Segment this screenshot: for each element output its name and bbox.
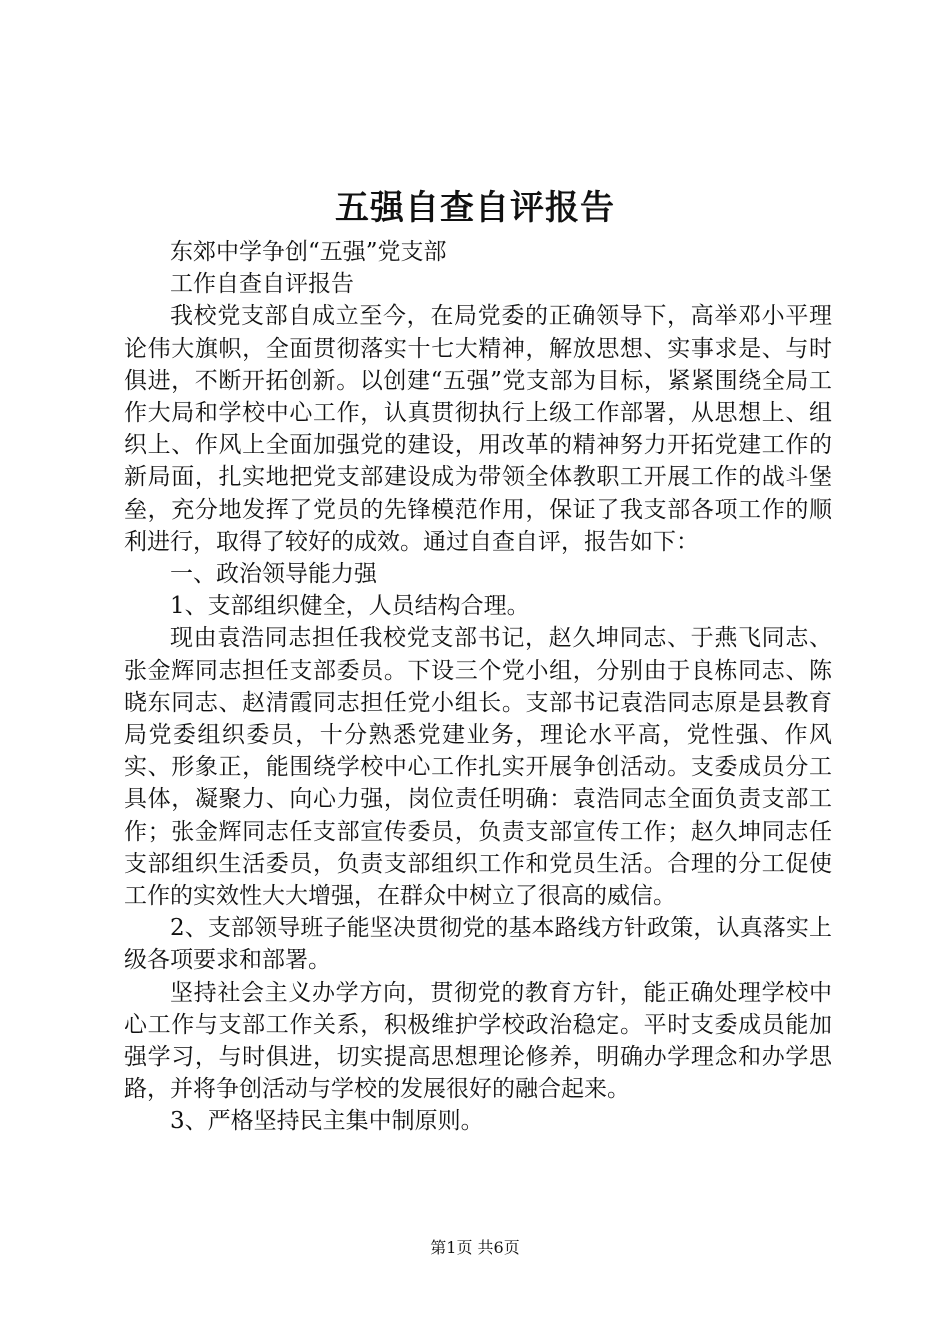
subsection-heading-3: 3、严格坚持民主集中制原则。 bbox=[170, 1108, 484, 1135]
document-body bbox=[124, 236, 832, 1138]
subtitle-line-1: 东郊中学争创“五强”党支部 bbox=[170, 239, 447, 265]
subsection-heading-2: 2、支部领导班子能坚决贯彻党的基本路线方针政策，认真落实上级各项要求和部署。 bbox=[124, 915, 832, 974]
subsection-heading-1: 1、支部组织健全，人员结构合理。 bbox=[170, 593, 530, 620]
document-title: 五强自查自评报告 bbox=[335, 188, 615, 228]
subtitle-line-2: 工作自查自评报告 bbox=[170, 271, 354, 298]
intro-paragraph: 我校党支部自成立至今，在局党委的正确领导下，高举邓小平理论伟大旗帜，全面贯彻落实十七大精神，解放思想、实事求是、与时俱进，不断开拓创新。以创建“五强”党支部为目标，紧紧围绕全局工作大局和学校中心工作，认真贯彻执行上级工作部署，从思想上、组织上、作风上全面加强党的建设，用改革的精神努力开拓党建工作的新局面，扎实地把党支部建设成为带领全体教职工开展工作的战斗堡垒，充分地发挥了党员的先锋模范作用，保证了我支部各项工作的顺利进行，取得了较好的成效。通过自查自评，报告如下： bbox=[124, 303, 832, 555]
page-footer: 第1页 共6页 bbox=[430, 1238, 520, 1257]
section-heading-1: 一、政治领导能力强 bbox=[170, 561, 377, 588]
body-paragraph-1: 现由袁浩同志担任我校党支部书记，赵久坤同志、于燕飞同志、张金辉同志担任支部委员。下设三个党小组，分别由于良栋同志、陈晓东同志、赵清霞同志担任党小组长。支部书记袁浩同志原是县教育局党委组织委员，十分熟悉党建业务，理论水平高，党性强、作风实、形象正，能围绕学校中心工作扎实开展争创活动。支委成员分工具体，凝聚力、向心力强，岗位责任明确：袁浩同志全面负责支部工作；张金辉同志任支部宣传委员，负责支部宣传工作；赵久坤同志任支部组织生活委员，负责支部组织工作和党员生活。合理的分工促使工作的实效性大大增强，在群众中树立了很高的威信。 bbox=[124, 625, 832, 910]
body-paragraph-2: 坚持社会主义办学方向，贯彻党的教育方针，能正确处理学校中心工作与支部工作关系，积极维护学校政治稳定。平时支委成员能加强学习，与时俱进，切实提高思想理论修养，明确办学理念和办学思路，并将争创活动与学校的发展很好的融合起来。 bbox=[124, 979, 832, 1103]
